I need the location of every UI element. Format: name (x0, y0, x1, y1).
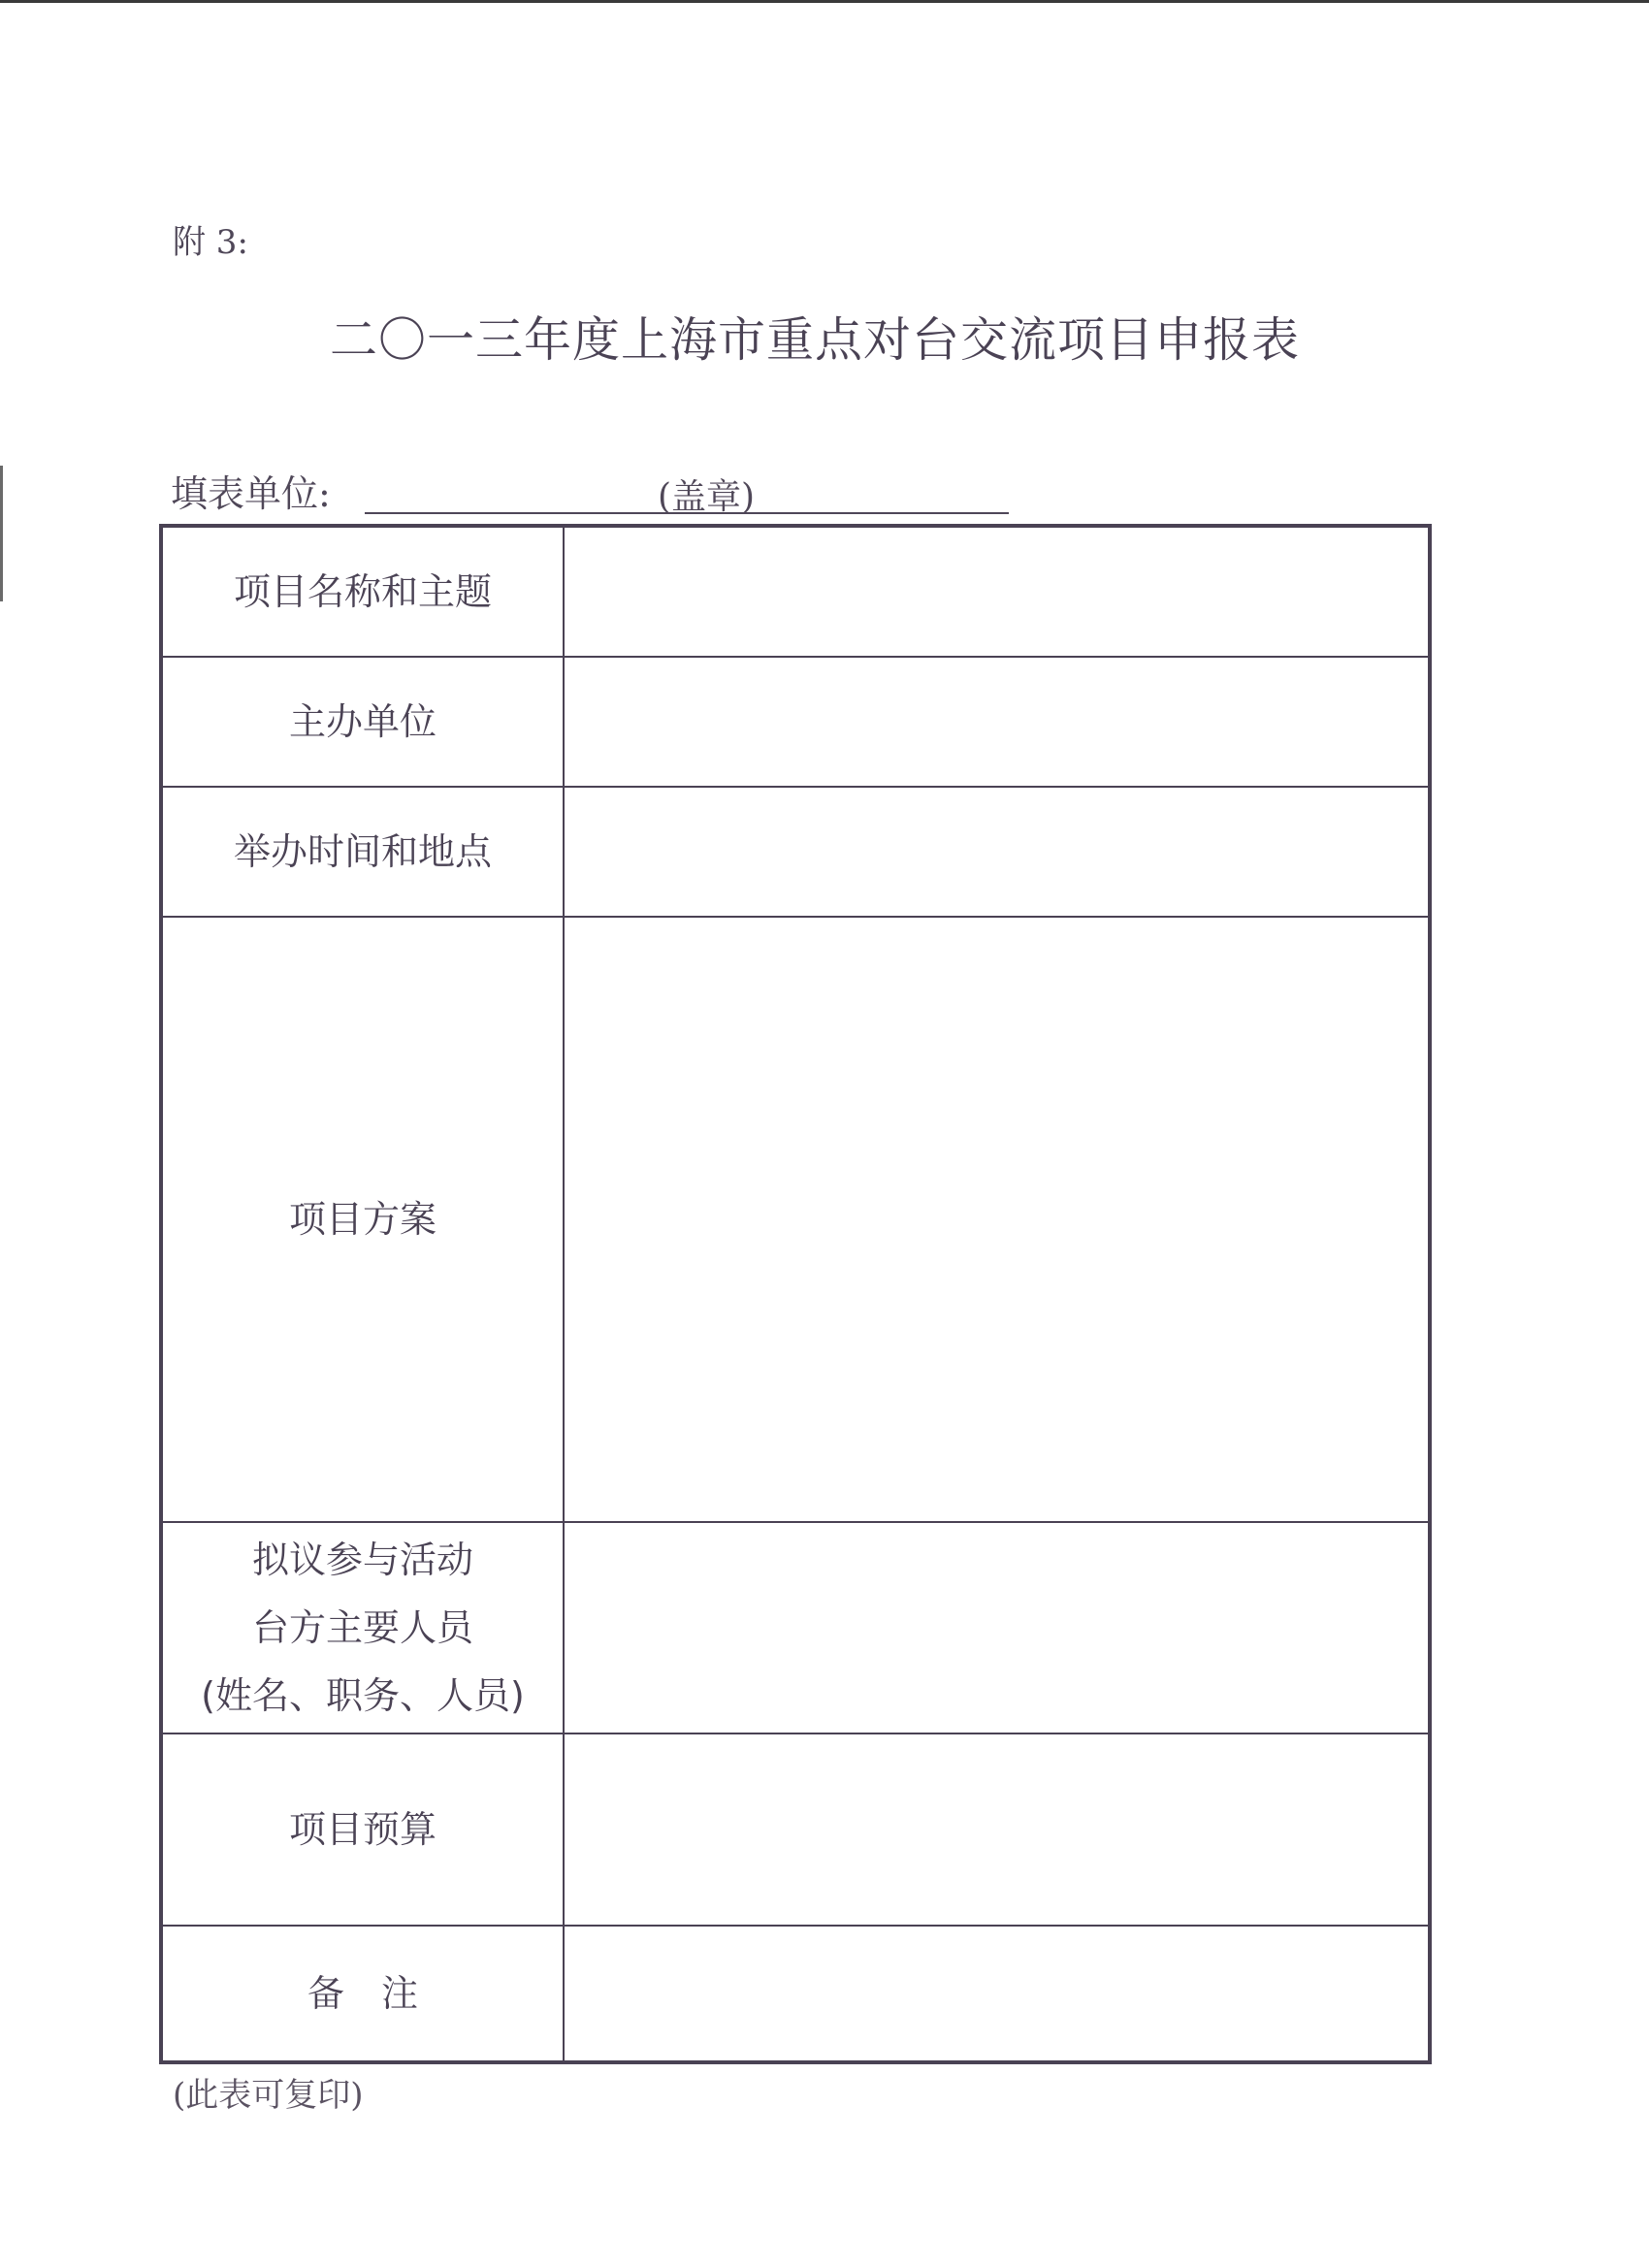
row-budget (163, 1734, 1428, 1927)
label-host-unit: 主办单位 (163, 658, 565, 786)
value-participants[interactable] (565, 1523, 1428, 1733)
filing-unit-line (171, 464, 850, 518)
value-project-plan[interactable] (565, 918, 1428, 1521)
seal-note: (盖章) (658, 477, 756, 517)
row-project-name (163, 528, 1428, 658)
row-host-unit (163, 658, 1428, 788)
label-project-plan: 项目方案 (163, 918, 565, 1521)
label-time-place: 举办时间和地点 (163, 788, 565, 916)
scan-edge-left (0, 466, 3, 601)
label-participants: 拟议参与活动 台方主要人员 (姓名、职务、人员) (163, 1523, 565, 1733)
row-project-plan (163, 918, 1428, 1523)
value-remarks[interactable] (565, 1927, 1428, 2060)
copy-note: (此表可复印) (173, 2076, 364, 2115)
scan-edge (0, 0, 1649, 3)
row-participants (163, 1523, 1428, 1734)
label-remarks: 备 注 (163, 1927, 565, 2060)
filing-unit-label: 填表单位: (171, 472, 331, 515)
row-time-place (163, 788, 1428, 918)
row-remarks (163, 1927, 1428, 2060)
label-project-name: 项目名称和主题 (163, 528, 565, 656)
value-budget[interactable] (565, 1734, 1428, 1925)
application-form-table (159, 524, 1432, 2064)
value-host-unit[interactable] (565, 658, 1428, 786)
label-budget: 项目预算 (163, 1734, 565, 1925)
annex-label: 附 3: (173, 223, 248, 262)
value-project-name[interactable] (565, 528, 1428, 656)
value-time-place[interactable] (565, 788, 1428, 916)
form-title: 二〇一三年度上海市重点对台交流项目申报表 (329, 312, 1300, 368)
